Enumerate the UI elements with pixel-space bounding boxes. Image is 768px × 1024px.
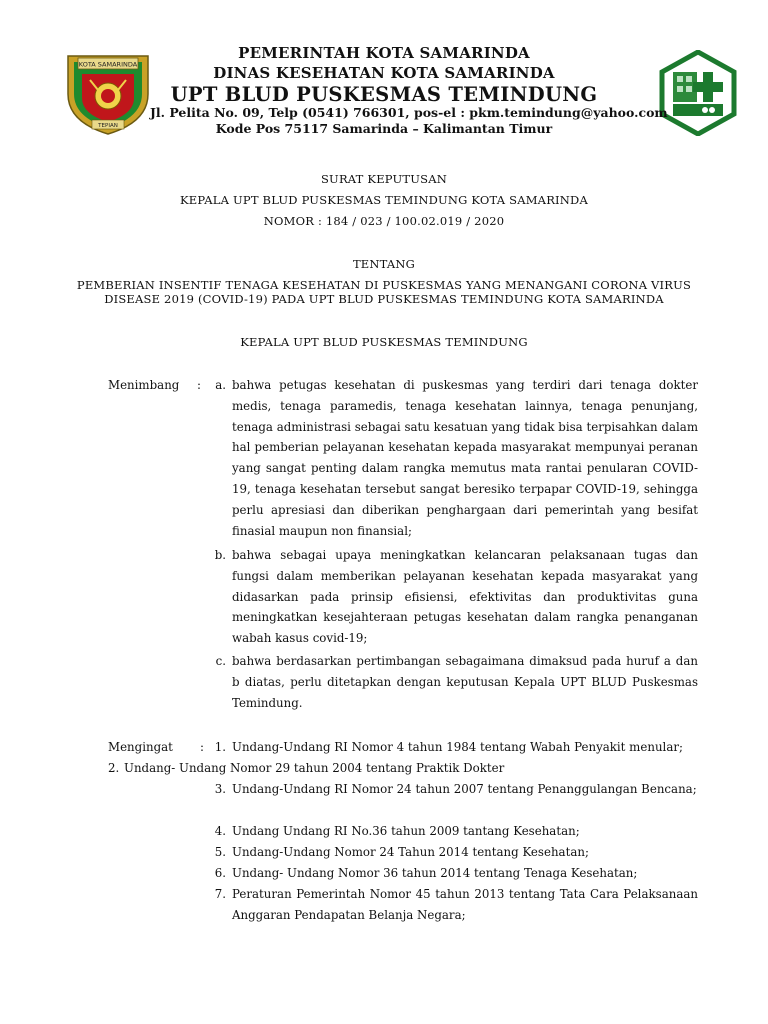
list-marker: c. xyxy=(215,654,226,668)
list-marker: 1. xyxy=(214,740,226,754)
mengingat-item-1: Undang-Undang RI Nomor 4 tahun 1984 tentang Wabah Penyakit menular; xyxy=(232,740,683,754)
mengingat-item-5: Undang-Undang Nomor 24 Tahun 2014 tentang Kesehatan; xyxy=(232,845,589,859)
emblem-bottom-text: TEPIAN xyxy=(98,123,118,129)
decree-signatory-heading: KEPALA UPT BLUD PUSKESMAS TEMINDUNG xyxy=(240,335,528,349)
menimbang-item-c: bahwa berdasarkan pertimbangan sebagaimana dimaksud pada huruf a dan b diatas, perlu ditetapkan dengan keputusan Kepala UPT BLUD Puskesmas Temindung. xyxy=(232,654,698,710)
emblem-banner-text: KOTA SAMARINDA xyxy=(78,60,138,69)
list-marker: 6. xyxy=(214,866,226,880)
menimbang-colon: : xyxy=(197,378,201,392)
list-marker: 3. xyxy=(214,782,226,796)
list-marker: a. xyxy=(215,378,226,392)
mengingat-item-2: Undang- Undang Nomor 29 tahun 2004 tentang Praktik Dokter xyxy=(124,761,505,775)
mengingat-item-6: Undang- Undang Nomor 36 tahun 2014 tentang Tenaga Kesehatan; xyxy=(232,866,638,880)
decree-about-label: TENTANG xyxy=(352,257,416,271)
letterhead-address: Jl. Pelita No. 09, Telp (0541) 766301, pos-el : pkm.temindung@yahoo.com xyxy=(150,105,668,120)
menimbang-item-a: bahwa petugas kesehatan di puskesmas yang terdiri dari tenaga dokter medis, tenaga paramedis, tenaga kesehatan lainnya, tenaga penunjang, tenaga administrasi sebagai satu kesatuan yang tidak bisa terpisahkan dalam hal pemberian pelayanan kesehatan kepada masyarakat mempunyai peranan yang sangat penting dalam rangka memutus mata rantai penularan COVID-19, tenaga kesehatan tersebut sangat beresiko terpapar COVID-19, sehingga perlu apresiasi dan diberikan penghargaan dari pemerintah yang besifat finasial maupun non finansial; xyxy=(232,378,698,538)
mengingat-item-7: Peraturan Pemerintah Nomor 45 tahun 2013 tentang Tata Cara Pelaksanaan Anggaran Pendapatan Belanja Negara; xyxy=(232,887,698,922)
list-marker: 5. xyxy=(214,845,226,859)
list-marker: 4. xyxy=(214,824,226,838)
list-marker: b. xyxy=(214,548,226,562)
list-marker: 7. xyxy=(214,887,226,901)
menimbang-item-b: bahwa sebagai upaya meningkatkan kelancaran pelaksanaan tugas dan fungsi dalam memberikan pelayanan kesehatan kepada masyarakat yang didasarkan pada prinsip efisiensi, efektivitas dan produktivitas guna meningkatkan kesejahteraan petugas kesehatan dalam rangka penanganan wabah kasus covid-19; xyxy=(232,548,698,646)
mengingat-colon: : xyxy=(200,740,204,754)
list-marker: 2. xyxy=(108,761,120,775)
letterhead-line-2: DINAS KESEHATAN KOTA SAMARINDA xyxy=(213,64,555,82)
mengingat-item-4: Undang Undang RI No.36 tahun 2009 tantang Kesehatan; xyxy=(232,824,580,838)
decree-number: NOMOR : 184 / 023 / 100.02.019 / 2020 xyxy=(263,214,505,228)
decree-issuer: KEPALA UPT BLUD PUSKESMAS TEMINDUNG KOTA SAMARINDA xyxy=(180,193,588,207)
letterhead-title: UPT BLUD PUSKESMAS TEMINDUNG xyxy=(170,83,598,106)
letterhead-line-1: PEMERINTAH KOTA SAMARINDA xyxy=(238,44,530,62)
decree-subject-line-2: DISEASE 2019 (COVID-19) PADA UPT BLUD PUSKESMAS TEMINDUNG KOTA SAMARINDA xyxy=(104,292,664,306)
mengingat-label: Mengingat xyxy=(108,740,173,754)
menimbang-label: Menimbang xyxy=(108,378,180,392)
letterhead-postal: Kode Pos 75117 Samarinda – Kalimantan Timur xyxy=(215,121,553,136)
decree-subject-line-1: PEMBERIAN INSENTIF TENAGA KESEHATAN DI PUSKESMAS YANG MENANGANI CORONA VIRUS xyxy=(76,278,692,292)
decree-title: SURAT KEPUTUSAN xyxy=(320,172,448,186)
mengingat-item-3: Undang-Undang RI Nomor 24 tahun 2007 tentang Penanggulangan Bencana; xyxy=(232,782,697,796)
